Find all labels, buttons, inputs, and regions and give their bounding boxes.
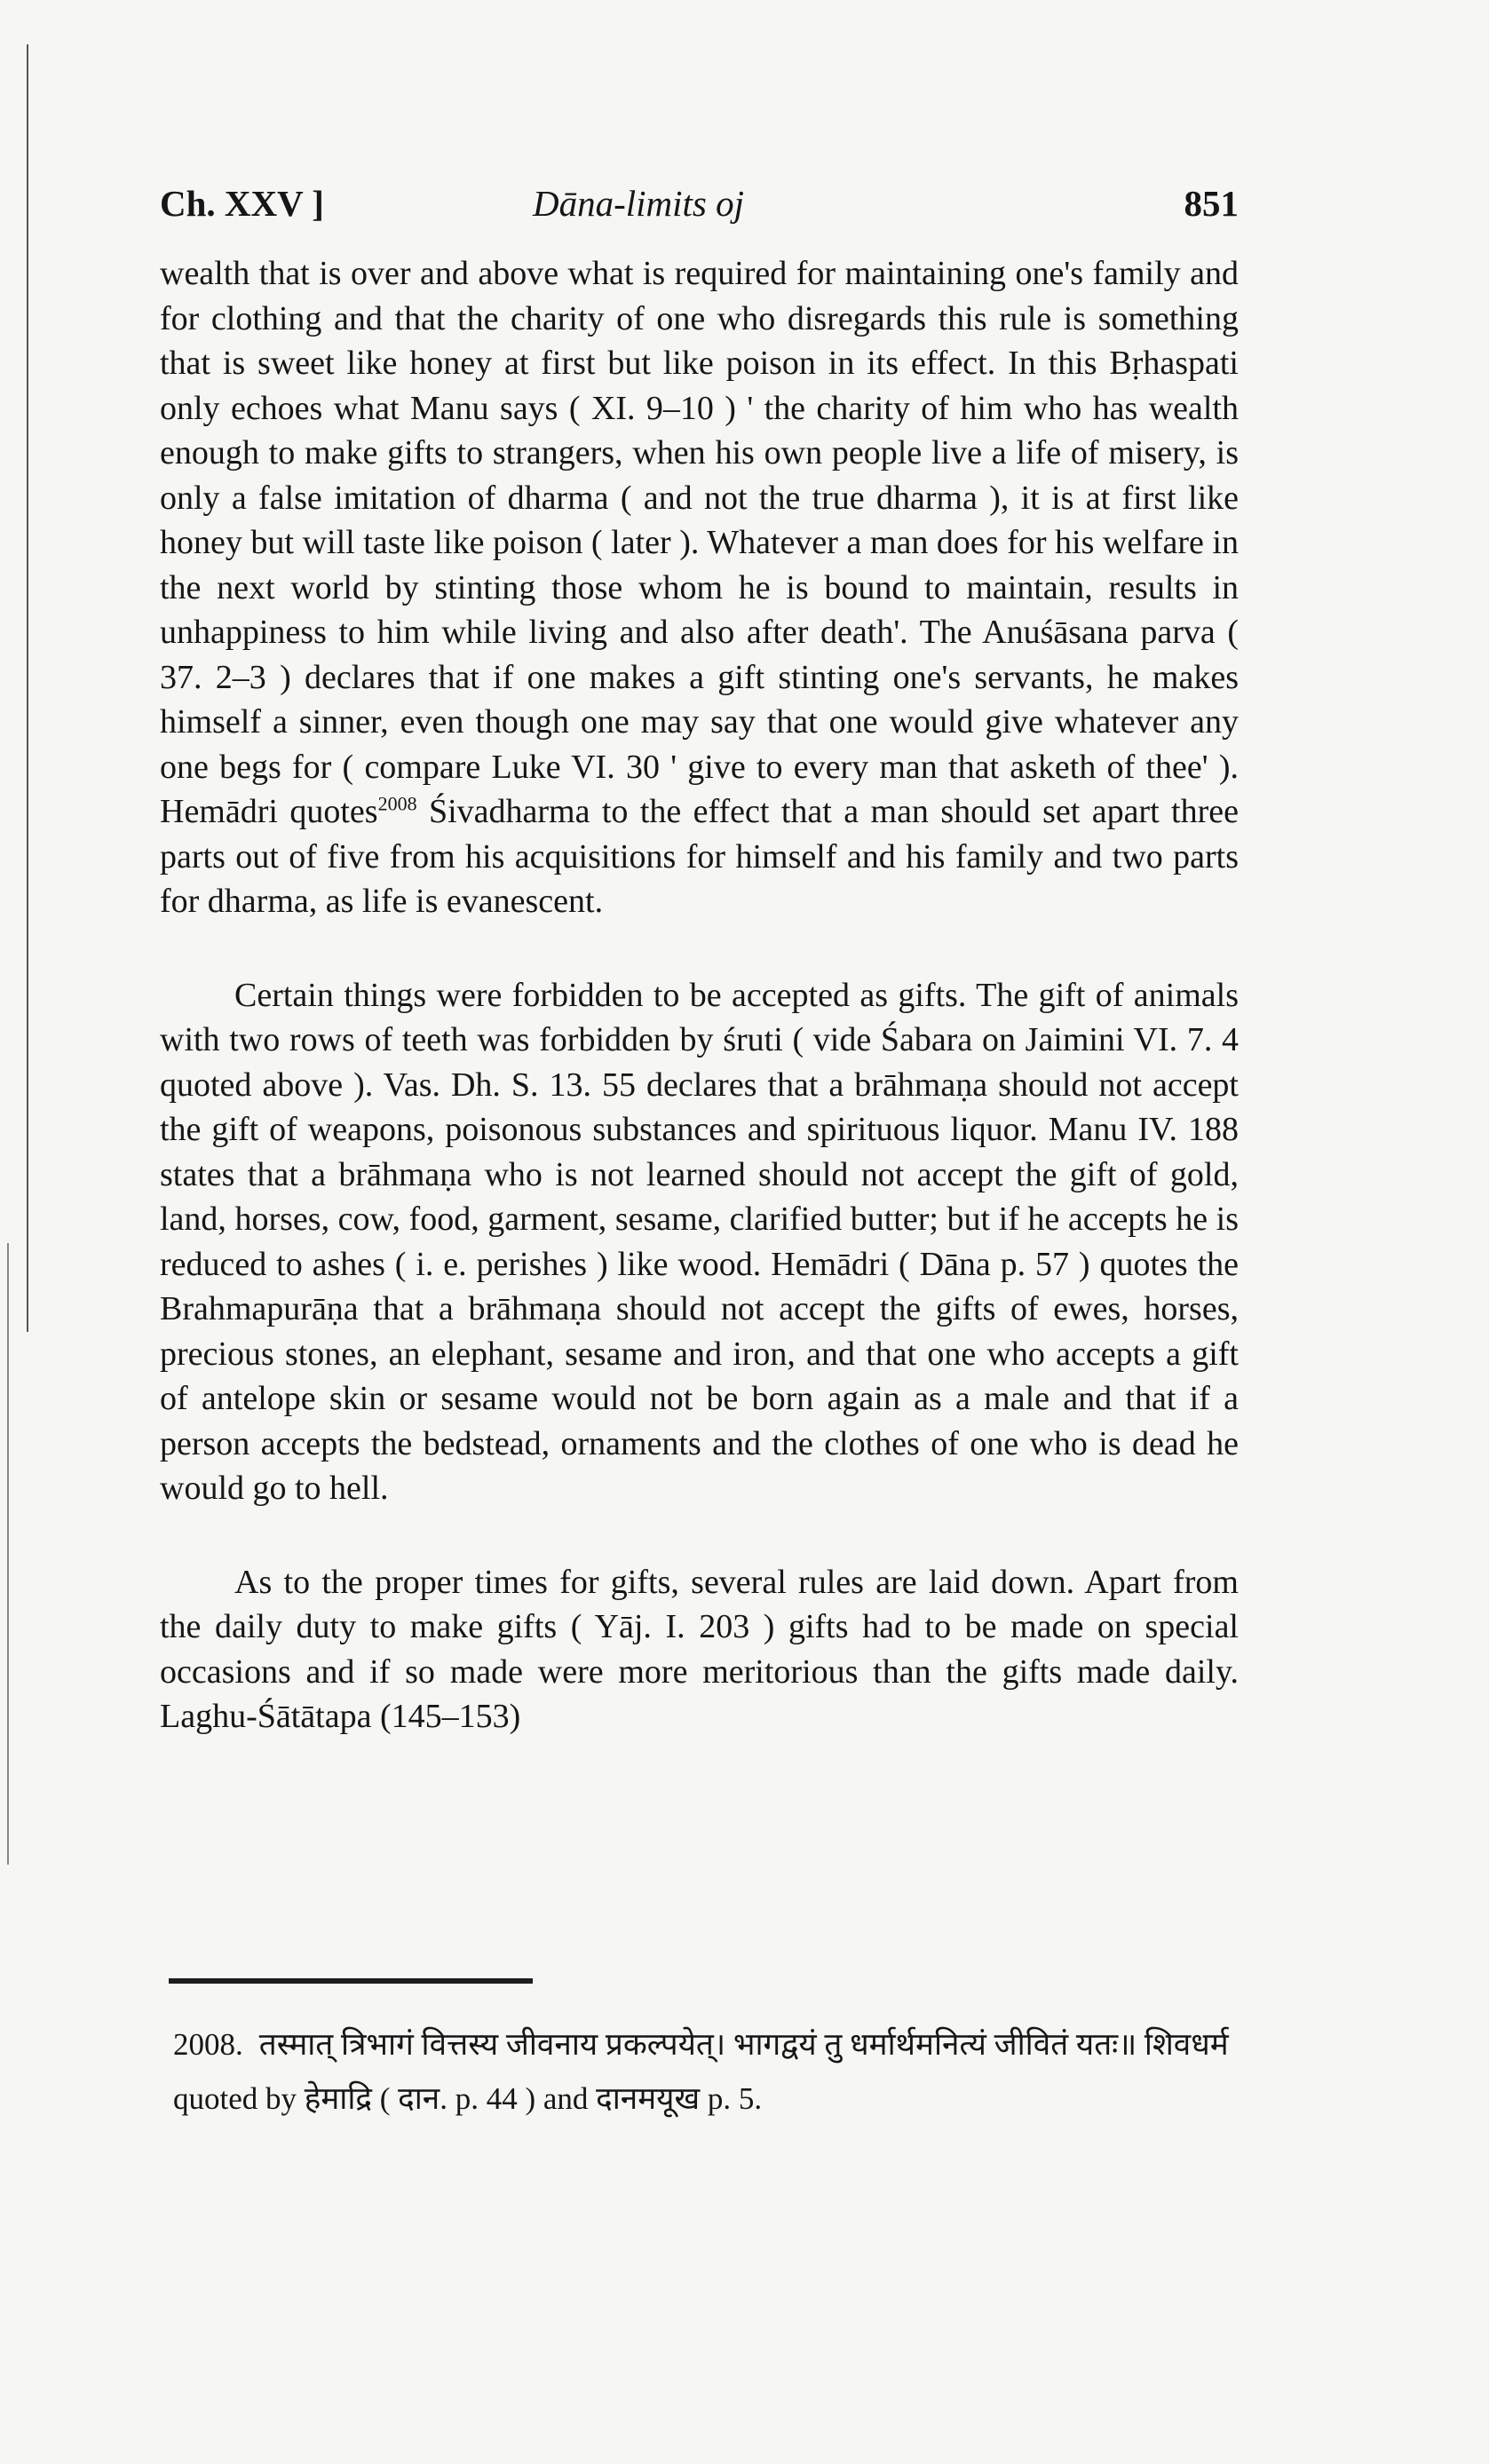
binding-edge-line-lower xyxy=(7,1243,9,1865)
paragraph-1-text-cont: Śivadharma to the effect that a man should set apart three parts out of five from his acquisitions for himself and his family and two parts for dharma, as life is evanescent. xyxy=(160,793,1239,920)
paragraph-2: Certain things were forbidden to be accepted as gifts. The gift of animals with two rows of teeth was forbidden by śruti ( vide Śabara on Jaimini VI. 7. 4 quoted above ). Vas. Dh. S. 13. 55 declares that a brāhmaṇa should not accept the gift of weapons, poisonous substances and spirituous liquor. Manu IV. 188 states that a brāhmaṇa who is not learned should not accept the gift of gold, land, horses, cow, food, garment, sesame, clarified butter; but if he accepts he is reduced to ashes ( i. e. perishes ) like wood. Hemādri ( Dāna p. 57 ) quotes the Brahmapurāṇa that a brāhmaṇa should not accept the gifts of ewes, horses, precious stones, an elephant, sesame and iron, and that one who accepts a gift of antelope skin or sesame would not be born again as a male and that if a person accepts the bedstead, ornaments and the clothes of one who is dead he would go to hell. xyxy=(160,976,1239,1507)
paragraph-3: As to the proper times for gifts, several rules are laid down. Apart from the daily duty to make gifts ( Yāj. I. 203 ) gifts had to be made on special occasions and if so made were more meritorious than the gifts made daily. Laghu-Śātātapa (145–153) xyxy=(160,1563,1239,1735)
chapter-label: Ch. XXV ] xyxy=(160,183,324,224)
paragraph-1 xyxy=(160,251,1239,924)
footnote-text: तस्मात् त्रिभागं वित्तस्य जीवनाय प्रकल्पयेत्। भागद्वयं तु धर्मार्थमनित्यं जीवितं यतः॥ शिवधर्म quoted by हेमाद्रि ( दान. p. 44 ) and दानमयूख p. 5. xyxy=(173,2027,1229,2116)
footnote xyxy=(173,2017,1256,2126)
paragraph-1-text: wealth that is over and above what is required for maintaining one's family and for clothing and that the charity of one who disregards this rule is something that is sweet like honey at first but like poison in its effect. In this Bṛhaspati only echoes what Manu says ( XI. 9–10 ) ' the charity of him who has wealth enough to make gifts to strangers, when his own people live a life of misery, is only a false imitation of dharma ( and not the true dharma ), it is at first like honey but will taste like poison ( later ). Whatever a man does for his welfare in the next world by stinting those whom he is bound to maintain, results in unhappiness to him while living and also after death'. The Anuśāsana parva ( 37. 2–3 ) declares that if one makes a gift stinting one's servants, he makes himself a sinner, even though one may say that one would give whatever any one begs for ( compare Luke VI. 30 ' give to every man that asketh of thee' ). Hemādri quotes xyxy=(160,255,1239,830)
running-title: Dāna-limits oj xyxy=(533,183,745,224)
footnote-number: 2008. xyxy=(173,2027,243,2062)
running-header xyxy=(160,182,1239,244)
binding-edge-line xyxy=(27,44,28,1332)
footnote-rule xyxy=(169,1978,533,1984)
page-number: 851 xyxy=(1184,183,1239,224)
page-body xyxy=(160,182,1239,1739)
footnote-ref-2008[interactable]: 2008 xyxy=(377,792,417,815)
